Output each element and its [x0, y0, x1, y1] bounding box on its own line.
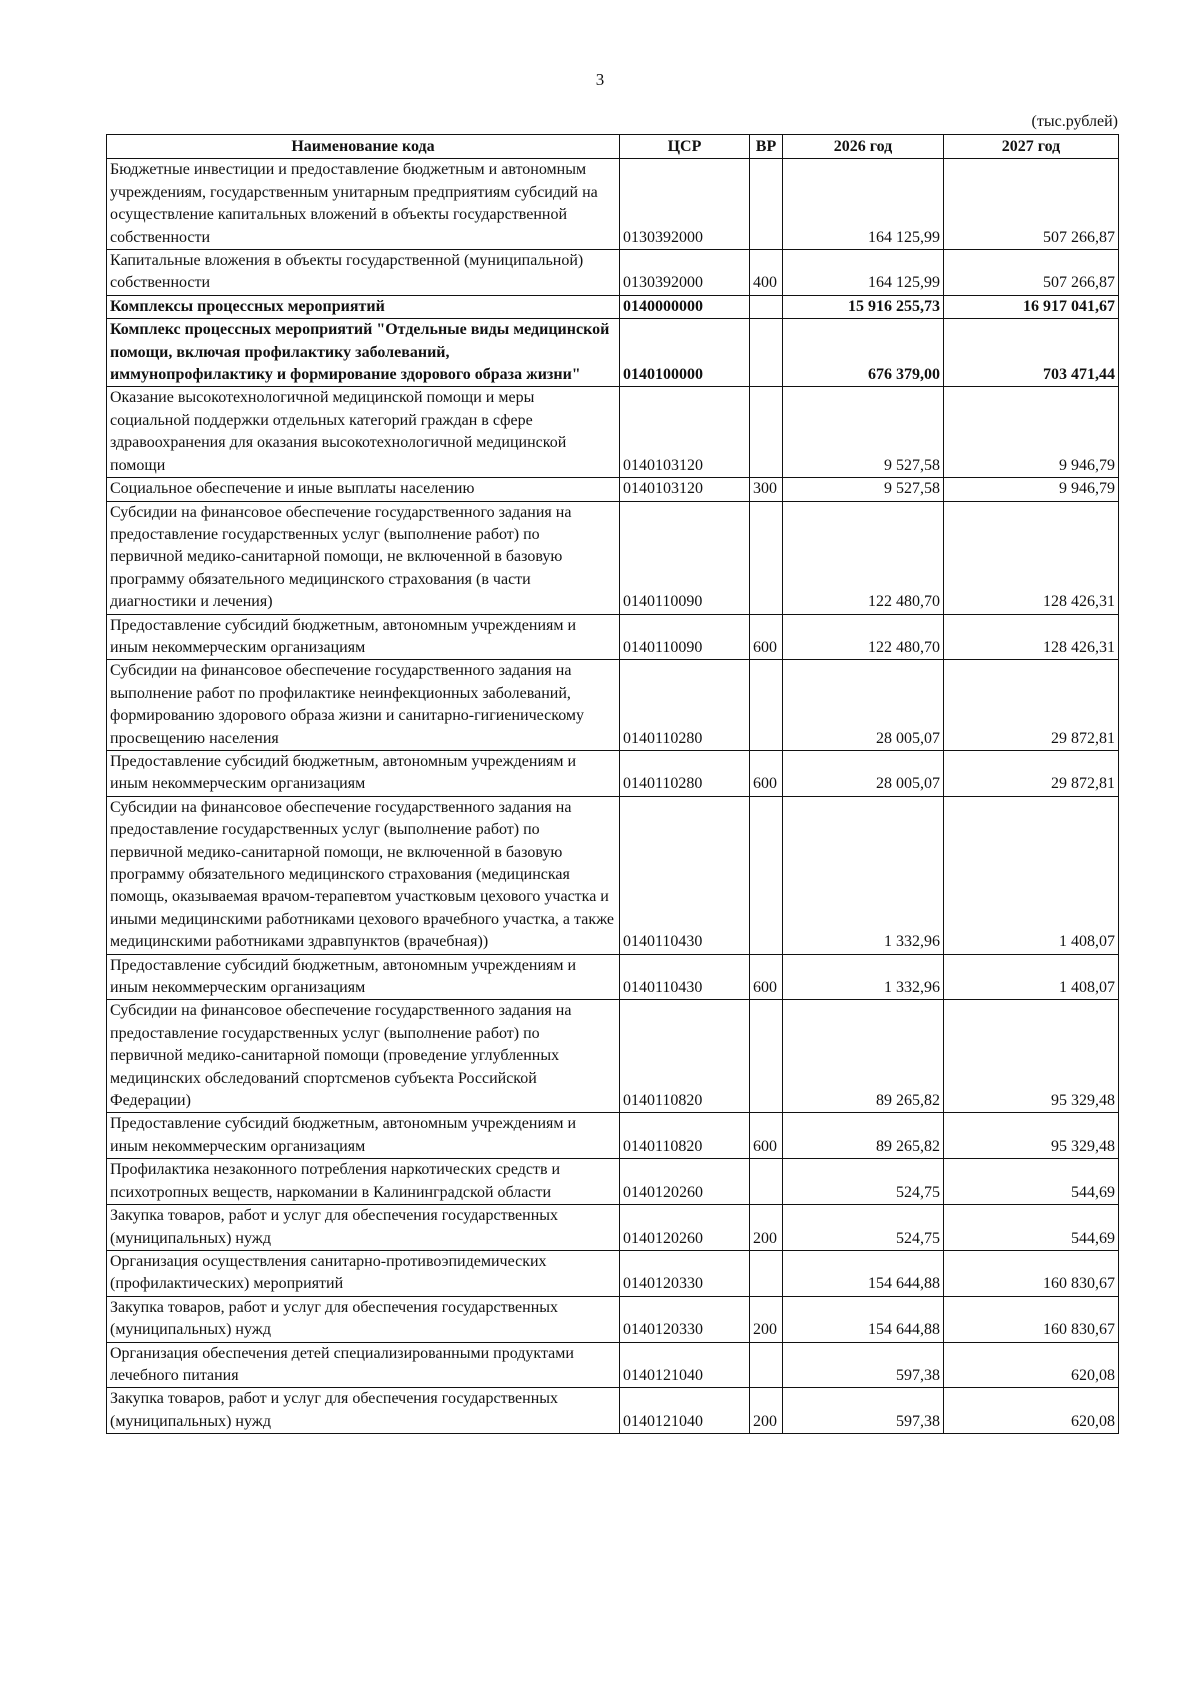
cell-name: Предоставление субсидий бюджетным, автономным учреждениям и иным некоммерческим организациям	[107, 1113, 620, 1159]
cell-name: Капитальные вложения в объекты государственной (муниципальной) собственности	[107, 250, 620, 296]
cell-2026: 164 125,99	[783, 250, 944, 296]
cell-2026: 164 125,99	[783, 159, 944, 250]
cell-name: Профилактика незаконного потребления наркотических средств и психотропных веществ, наркомании в Калининградской области	[107, 1159, 620, 1205]
cell-vr	[750, 295, 783, 318]
cell-2027: 95 329,48	[944, 1113, 1119, 1159]
table-row	[107, 159, 1119, 250]
cell-name: Предоставление субсидий бюджетным, автономным учреждениям и иным некоммерческим организациям	[107, 614, 620, 660]
cell-vr: 200	[750, 1388, 783, 1434]
cell-2026: 524,75	[783, 1159, 944, 1205]
cell-name: Организация обеспечения детей специализированными продуктами лечебного питания	[107, 1342, 620, 1388]
table-row	[107, 1296, 1119, 1342]
header-vr: ВР	[750, 135, 783, 159]
cell-2027: 128 426,31	[944, 501, 1119, 614]
cell-2027: 1 408,07	[944, 796, 1119, 954]
table-row	[107, 1342, 1119, 1388]
cell-2026: 1 332,96	[783, 954, 944, 1000]
header-name: Наименование кода	[107, 135, 620, 159]
cell-name: Комплексы процессных мероприятий	[107, 295, 620, 318]
cell-name: Организация осуществления санитарно-противоэпидемических (профилактических) мероприятий	[107, 1250, 620, 1296]
cell-2027: 1 408,07	[944, 954, 1119, 1000]
table-row	[107, 796, 1119, 954]
cell-vr: 600	[750, 750, 783, 796]
table-row	[107, 501, 1119, 614]
cell-vr	[750, 501, 783, 614]
header-2026: 2026 год	[783, 135, 944, 159]
table-row	[107, 1250, 1119, 1296]
cell-csr: 0140110090	[620, 614, 750, 660]
cell-vr	[750, 1342, 783, 1388]
cell-name: Субсидии на финансовое обеспечение государственного задания на предоставление государственных услуг (выполнение работ) по первичной медико-санитарной помощи (проведение углубленных медицинских обследований спортсменов субъекта Российской Федерации)	[107, 1000, 620, 1113]
cell-vr	[750, 1159, 783, 1205]
cell-csr: 0140110820	[620, 1000, 750, 1113]
table-header-row	[107, 135, 1119, 159]
table-row	[107, 319, 1119, 387]
cell-2027: 620,08	[944, 1342, 1119, 1388]
cell-csr: 0140120330	[620, 1250, 750, 1296]
cell-vr	[750, 660, 783, 751]
table-row	[107, 660, 1119, 751]
cell-2026: 9 527,58	[783, 478, 944, 501]
cell-csr: 0140121040	[620, 1388, 750, 1434]
cell-2027: 160 830,67	[944, 1296, 1119, 1342]
cell-csr: 0130392000	[620, 159, 750, 250]
cell-2026: 89 265,82	[783, 1000, 944, 1113]
cell-2026: 122 480,70	[783, 614, 944, 660]
table-row	[107, 750, 1119, 796]
cell-2027: 507 266,87	[944, 159, 1119, 250]
table-row	[107, 1000, 1119, 1113]
cell-vr	[750, 159, 783, 250]
table-row	[107, 478, 1119, 501]
table-row	[107, 614, 1119, 660]
cell-name: Субсидии на финансовое обеспечение государственного задания на предоставление государственных услуг (выполнение работ) по первичной медико-санитарной помощи, не включенной в базовую программу обязательного медицинского страхования (медицинская помощь, оказываемая врачом-терапевтом участковым цехового участка и иными медицинскими работниками цехового врачебного участка, а также медицинскими работниками здравпунктов (врачебная))	[107, 796, 620, 954]
cell-vr: 600	[750, 614, 783, 660]
table-row	[107, 1113, 1119, 1159]
cell-csr: 0140120330	[620, 1296, 750, 1342]
cell-csr: 0140000000	[620, 295, 750, 318]
cell-name: Субсидии на финансовое обеспечение государственного задания на выполнение работ по профилактике неинфекционных заболеваний, формированию здорового образа жизни и санитарно-гигиеническому просвещению населения	[107, 660, 620, 751]
table-row	[107, 1388, 1119, 1434]
units-label: (тыс.рублей)	[1031, 113, 1118, 130]
cell-2026: 9 527,58	[783, 387, 944, 478]
cell-vr	[750, 319, 783, 387]
cell-2027: 9 946,79	[944, 387, 1119, 478]
cell-vr	[750, 796, 783, 954]
cell-2027: 95 329,48	[944, 1000, 1119, 1113]
cell-2026: 28 005,07	[783, 750, 944, 796]
cell-2027: 507 266,87	[944, 250, 1119, 296]
cell-2026: 28 005,07	[783, 660, 944, 751]
header-2027: 2027 год	[944, 135, 1119, 159]
cell-2027: 703 471,44	[944, 319, 1119, 387]
cell-csr: 0140103120	[620, 478, 750, 501]
table-row	[107, 1205, 1119, 1251]
cell-2027: 620,08	[944, 1388, 1119, 1434]
cell-name: Закупка товаров, работ и услуг для обеспечения государственных (муниципальных) нужд	[107, 1205, 620, 1251]
cell-csr: 0140110280	[620, 750, 750, 796]
cell-csr: 0140100000	[620, 319, 750, 387]
cell-vr: 200	[750, 1296, 783, 1342]
cell-vr: 400	[750, 250, 783, 296]
cell-name: Закупка товаров, работ и услуг для обеспечения государственных (муниципальных) нужд	[107, 1388, 620, 1434]
cell-2026: 89 265,82	[783, 1113, 944, 1159]
cell-2027: 29 872,81	[944, 750, 1119, 796]
cell-csr: 0140121040	[620, 1342, 750, 1388]
cell-2027: 128 426,31	[944, 614, 1119, 660]
cell-2027: 160 830,67	[944, 1250, 1119, 1296]
cell-vr: 300	[750, 478, 783, 501]
cell-2027: 16 917 041,67	[944, 295, 1119, 318]
cell-name: Социальное обеспечение и иные выплаты населению	[107, 478, 620, 501]
cell-2026: 597,38	[783, 1388, 944, 1434]
cell-2027: 9 946,79	[944, 478, 1119, 501]
cell-2027: 29 872,81	[944, 660, 1119, 751]
cell-vr: 200	[750, 1205, 783, 1251]
header-csr: ЦСР	[620, 135, 750, 159]
table-row	[107, 954, 1119, 1000]
cell-2026: 154 644,88	[783, 1296, 944, 1342]
cell-name: Предоставление субсидий бюджетным, автономным учреждениям и иным некоммерческим организациям	[107, 954, 620, 1000]
table-row	[107, 250, 1119, 296]
page-number: 3	[595, 70, 605, 89]
cell-2026: 122 480,70	[783, 501, 944, 614]
table-row	[107, 295, 1119, 318]
cell-name: Закупка товаров, работ и услуг для обеспечения государственных (муниципальных) нужд	[107, 1296, 620, 1342]
table-body	[107, 159, 1119, 1434]
cell-csr: 0140110090	[620, 501, 750, 614]
cell-csr: 0130392000	[620, 250, 750, 296]
cell-vr	[750, 387, 783, 478]
cell-name: Комплекс процессных мероприятий "Отдельные виды медицинской помощи, включая профилактику заболеваний, иммунопрофилактику и формирование здорового образа жизни"	[107, 319, 620, 387]
cell-csr: 0140110280	[620, 660, 750, 751]
table-row	[107, 387, 1119, 478]
cell-2027: 544,69	[944, 1159, 1119, 1205]
cell-2026: 676 379,00	[783, 319, 944, 387]
cell-name: Субсидии на финансовое обеспечение государственного задания на предоставление государственных услуг (выполнение работ) по первичной медико-санитарной помощи, не включенной в базовую программу обязательного медицинского страхования (в части диагностики и лечения)	[107, 501, 620, 614]
cell-2026: 597,38	[783, 1342, 944, 1388]
cell-vr	[750, 1000, 783, 1113]
cell-2026: 524,75	[783, 1205, 944, 1251]
cell-2027: 544,69	[944, 1205, 1119, 1251]
cell-csr: 0140120260	[620, 1159, 750, 1205]
cell-2026: 15 916 255,73	[783, 295, 944, 318]
cell-csr: 0140120260	[620, 1205, 750, 1251]
cell-vr: 600	[750, 954, 783, 1000]
budget-table	[106, 134, 1119, 1434]
cell-vr: 600	[750, 1113, 783, 1159]
cell-csr: 0140110430	[620, 796, 750, 954]
cell-2026: 154 644,88	[783, 1250, 944, 1296]
cell-csr: 0140110820	[620, 1113, 750, 1159]
cell-name: Предоставление субсидий бюджетным, автономным учреждениям и иным некоммерческим организациям	[107, 750, 620, 796]
cell-name: Оказание высокотехнологичной медицинской помощи и меры социальной поддержки отдельных категорий граждан в сфере здравоохранения для оказания высокотехнологичной медицинской помощи	[107, 387, 620, 478]
cell-csr: 0140110430	[620, 954, 750, 1000]
table-row	[107, 1159, 1119, 1205]
cell-name: Бюджетные инвестиции и предоставление бюджетным и автономным учреждениям, государственным унитарным предприятиям субсидий на осуществление капитальных вложений в объекты государственной собственности	[107, 159, 620, 250]
cell-2026: 1 332,96	[783, 796, 944, 954]
cell-csr: 0140103120	[620, 387, 750, 478]
cell-vr	[750, 1250, 783, 1296]
